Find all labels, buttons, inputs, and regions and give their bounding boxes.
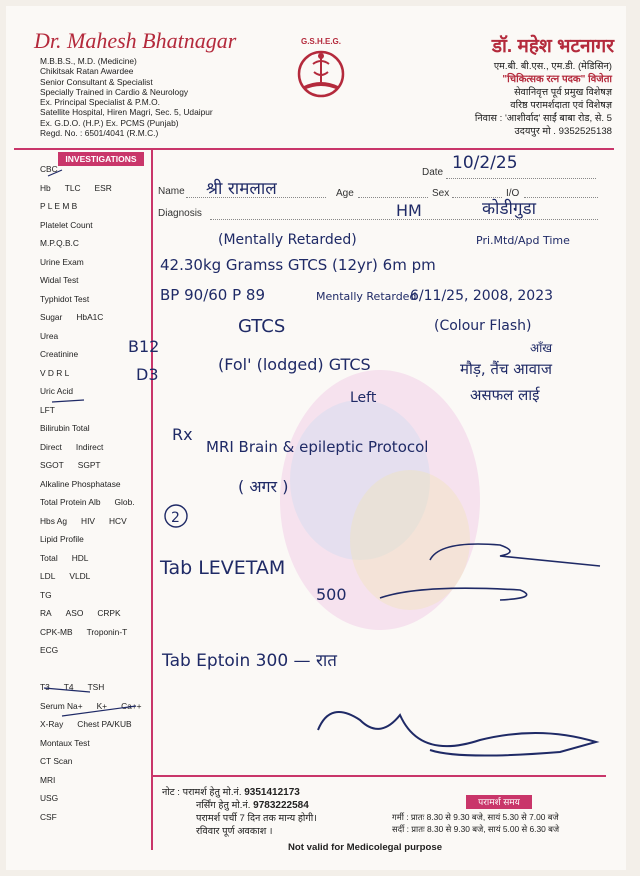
- investigation-item: CSF: [40, 811, 57, 822]
- note-nursing-label: नर्सिंग हेतु मो.नं.: [196, 800, 251, 811]
- address-line-hindi: निवास : 'आशीर्वाद' साईं बाबा रोड, से. 5: [474, 113, 612, 124]
- investigation-item: LDL: [40, 571, 56, 581]
- investigation-item: ECG: [40, 645, 59, 655]
- investigation-row: [40, 386, 87, 396]
- investigation-item: Indirect: [75, 441, 104, 452]
- credential-line: Satellite Hospital, Hiren Magri, Sec. 5, Udaipur: [40, 107, 213, 118]
- investigation-row: [40, 349, 92, 359]
- hw-line-6: MRI Brain & epileptic Protocol: [206, 438, 429, 456]
- logo-text: G.S.H.E.G.: [300, 37, 342, 46]
- award-line-hindi: "चिकित्सक रत्न पदक" विजेता: [502, 74, 612, 85]
- credential-line: Regd. No. : 6501/4041 (R.M.C.): [40, 128, 159, 139]
- hw-line-5b: आँख: [530, 341, 553, 355]
- credential-line-hindi: एम.बी. बी.एस., एम.डी. (मेडिसिन): [493, 61, 612, 72]
- hw-line-1b: Pri.Mtd/Apd Time: [476, 234, 570, 247]
- investigation-item: HbA1C: [76, 312, 104, 322]
- investigation-item: Lipid Profile: [40, 534, 84, 544]
- investigation-item: Sugar: [40, 312, 63, 322]
- footer-notes: [162, 786, 317, 838]
- investigation-row: [40, 331, 72, 341]
- investigation-item: Hb: [40, 182, 51, 193]
- ipd-label: I/O: [506, 188, 520, 199]
- date-line: [446, 178, 596, 179]
- investigation-row: [40, 775, 69, 785]
- header-divider: [14, 148, 614, 150]
- age-label: Age: [336, 188, 354, 199]
- name-label: Name: [158, 186, 185, 197]
- investigation-item: Uric Acid: [40, 386, 74, 396]
- hw-two: 2: [171, 510, 180, 526]
- hw-rx: Rx: [172, 425, 193, 444]
- clinic-logo-icon: [286, 34, 356, 106]
- credential-line: Chikitsak Ratan Awardee: [40, 66, 134, 77]
- investigation-row: [40, 627, 141, 637]
- investigation-row: [40, 275, 92, 285]
- hw-tab-1: Tab LEVETAM: [160, 557, 286, 579]
- investigation-row: [40, 793, 72, 803]
- credential-line: M.B.B.S., M.D. (Medicine): [40, 56, 137, 66]
- doctor-name-hindi: डॉ. महेश भटनागर: [491, 36, 614, 57]
- investigation-row: [40, 294, 103, 304]
- investigation-item: V D R L: [40, 367, 70, 378]
- investigation-row: [40, 460, 115, 470]
- investigation-item: LFT: [40, 404, 55, 415]
- investigation-row: [40, 257, 98, 267]
- hw-line-4b: (Colour Flash): [434, 318, 532, 334]
- credential-line-hindi: सेवानिवृत्त पूर्व प्रमुख विशेषज्ञ: [514, 87, 612, 98]
- investigation-row: [40, 756, 86, 766]
- investigation-row: [40, 405, 69, 415]
- contact-line-hindi: उदयपुर मो . 9352525138: [514, 126, 612, 137]
- investigation-row: [40, 183, 126, 193]
- hw-line-5d: असफल लाई: [470, 386, 540, 404]
- sex-label: Sex: [432, 188, 450, 199]
- investigation-row: [40, 812, 71, 822]
- investigation-item: P L E M B: [40, 201, 78, 211]
- investigation-item: TG: [40, 589, 52, 600]
- hw-referral: कोडीगुडा: [482, 199, 537, 219]
- investigation-row: [40, 590, 66, 600]
- investigation-item: Creatinine: [40, 349, 79, 359]
- investigation-row: [40, 423, 104, 433]
- investigation-row: [40, 608, 135, 618]
- investigation-item: HIV: [81, 515, 95, 526]
- note-consult-number: 9351412173: [244, 787, 300, 798]
- hw-dose-1: 500: [316, 585, 347, 604]
- investigation-item: TSH: [87, 682, 105, 692]
- note-validity: परामर्श पर्ची 7 दिन तक मान्य होगी।: [196, 813, 317, 824]
- investigation-item: Total: [40, 552, 58, 563]
- hw-date: 10/2/25: [452, 153, 518, 173]
- investigation-row: [40, 553, 102, 563]
- footer-divider: [152, 775, 606, 777]
- credential-line: Ex. Principal Specialist & P.M.O.: [40, 97, 160, 108]
- hw-line-4: GTCS: [238, 316, 286, 337]
- name-line: [186, 197, 326, 198]
- investigation-item: CBC: [40, 164, 58, 174]
- investigation-item: TLC: [64, 182, 81, 193]
- credential-line: Senior Consultant & Specialist: [40, 76, 153, 87]
- investigation-item: ASO: [65, 608, 84, 618]
- investigation-item: Typhidot Test: [40, 293, 90, 304]
- note-sunday: रविवार पूर्ण अवकाश ।: [196, 826, 273, 837]
- investigation-item: Montaux Test: [40, 737, 90, 748]
- investigation-item: Urine Exam: [40, 256, 84, 267]
- diagnosis-label: Diagnosis: [158, 208, 202, 219]
- investigation-row: [40, 497, 149, 507]
- investigation-item: USG: [40, 793, 59, 803]
- investigation-item: SGPT: [77, 460, 101, 470]
- credential-line-hindi: वरिष्ठ परामर्शदाता एवं विशेषज्ञ: [510, 100, 612, 111]
- investigation-item: Total Protein Alb: [40, 497, 101, 507]
- investigation-item: Widal Test: [40, 275, 79, 285]
- note-consult-label: नोट : परामर्श हेतु मो.नं.: [162, 787, 242, 798]
- hw-line-5c: मौड़, तैंच आवाज: [460, 360, 552, 378]
- investigation-item: MRI: [40, 774, 56, 785]
- hw-hm: HM: [396, 201, 422, 220]
- doctor-credentials-hindi: [475, 60, 612, 138]
- credential-line: Ex. G.D.O. (H.P.) Ex. PCMS (Punjab): [40, 117, 179, 128]
- column-divider: [151, 150, 153, 850]
- investigation-item: T3: [40, 682, 50, 692]
- investigation-item: SGOT: [40, 460, 64, 470]
- investigation-item: Urea: [40, 330, 59, 341]
- credential-line: Specially Trained in Cardio & Neurology: [40, 86, 189, 97]
- investigation-row: [40, 682, 118, 692]
- date-label: Date: [422, 167, 444, 178]
- investigation-item: K+: [96, 700, 108, 711]
- investigation-row: [40, 368, 83, 378]
- investigation-item: Alkaline Phosphatase: [40, 478, 121, 489]
- sex-line: [452, 197, 502, 198]
- investigation-row: [40, 220, 107, 230]
- investigation-row: [40, 738, 104, 748]
- timing-summer: गर्मी : प्रातः 8.30 से 9.30 बजे, सायं 5.30 से 7.00 बजे: [392, 812, 559, 822]
- investigation-row: [40, 201, 91, 211]
- doctor-name-english: Dr. Mahesh Bhatnagar: [34, 28, 237, 53]
- investigation-row: [40, 312, 117, 322]
- investigation-item: CRPK: [97, 608, 121, 618]
- investigation-item: Glob.: [114, 497, 135, 507]
- investigation-row: [40, 664, 54, 674]
- ipd-line: [524, 197, 598, 198]
- hw-line-3b: Mentally Retarded: [316, 290, 417, 303]
- investigations-heading: INVESTIGATIONS: [58, 152, 144, 166]
- investigation-item: ESR: [94, 182, 112, 193]
- investigation-row: [40, 534, 98, 544]
- investigation-item: CPK-MB: [40, 626, 73, 637]
- investigation-row: [40, 701, 156, 711]
- hw-d3: D3: [136, 365, 159, 384]
- doctor-credentials-english: [40, 56, 240, 138]
- hw-b12: B12: [128, 337, 160, 356]
- investigation-item: Troponin-T: [86, 626, 128, 637]
- consult-timings: [392, 811, 559, 835]
- note-nursing-number: 9783222584: [253, 800, 309, 811]
- hw-line-1: (Mentally Retarded): [218, 232, 357, 248]
- investigation-item: RA: [40, 608, 52, 618]
- investigation-item: T4: [63, 682, 74, 692]
- consult-timing-heading: परामर्श समय: [466, 795, 532, 809]
- investigation-row: [40, 645, 72, 655]
- investigation-item: X-Ray: [40, 719, 64, 729]
- investigation-row: [40, 571, 104, 581]
- investigation-item: Ca++: [121, 700, 142, 711]
- investigation-item: Platelet Count: [40, 219, 93, 230]
- investigation-row: [40, 479, 135, 489]
- investigation-row: [40, 516, 141, 526]
- investigation-item: HCV: [108, 515, 127, 526]
- diagnosis-line: [210, 219, 598, 220]
- timing-winter: सर्दी : प्रातः 8.30 से 9.30 बजे, सायं 5.00 से 6.30 बजे: [392, 824, 560, 834]
- investigation-item: Direct: [40, 441, 62, 452]
- hw-left: Left: [350, 390, 377, 406]
- investigation-item: HDL: [71, 552, 89, 563]
- hw-line-2: 42.30kg Gramss GTCS (12yr) 6m pm: [160, 256, 436, 274]
- investigation-row: [40, 442, 117, 452]
- hw-line-3c: 6/11/25, 2008, 2023: [410, 288, 554, 304]
- investigation-item: M.P.Q.B.C: [40, 238, 79, 248]
- investigation-item: Bilirubin Total: [40, 423, 90, 433]
- investigation-item: VLDL: [69, 571, 91, 581]
- investigation-row: [40, 164, 72, 174]
- investigation-item: Hbs Ag: [40, 515, 68, 526]
- age-line: [358, 197, 428, 198]
- hw-line-5: (Fol' (lodged) GTCS: [218, 355, 371, 374]
- investigation-row: [40, 719, 146, 729]
- hw-tab-2: Tab Eptoin 300 — रात: [162, 651, 337, 671]
- investigation-item: Serum Na+: [40, 700, 83, 711]
- hw-name: श्री रामलाल: [206, 179, 277, 199]
- hw-agr: ( अगर ): [238, 477, 289, 496]
- investigation-item: Chest PA/KUB: [77, 719, 132, 729]
- investigation-row: [40, 238, 93, 248]
- hw-line-3: BP 90/60 P 89: [160, 286, 265, 304]
- investigation-item: CT Scan: [40, 756, 73, 766]
- medicolegal-disclaimer: Not valid for Medicolegal purpose: [288, 842, 443, 853]
